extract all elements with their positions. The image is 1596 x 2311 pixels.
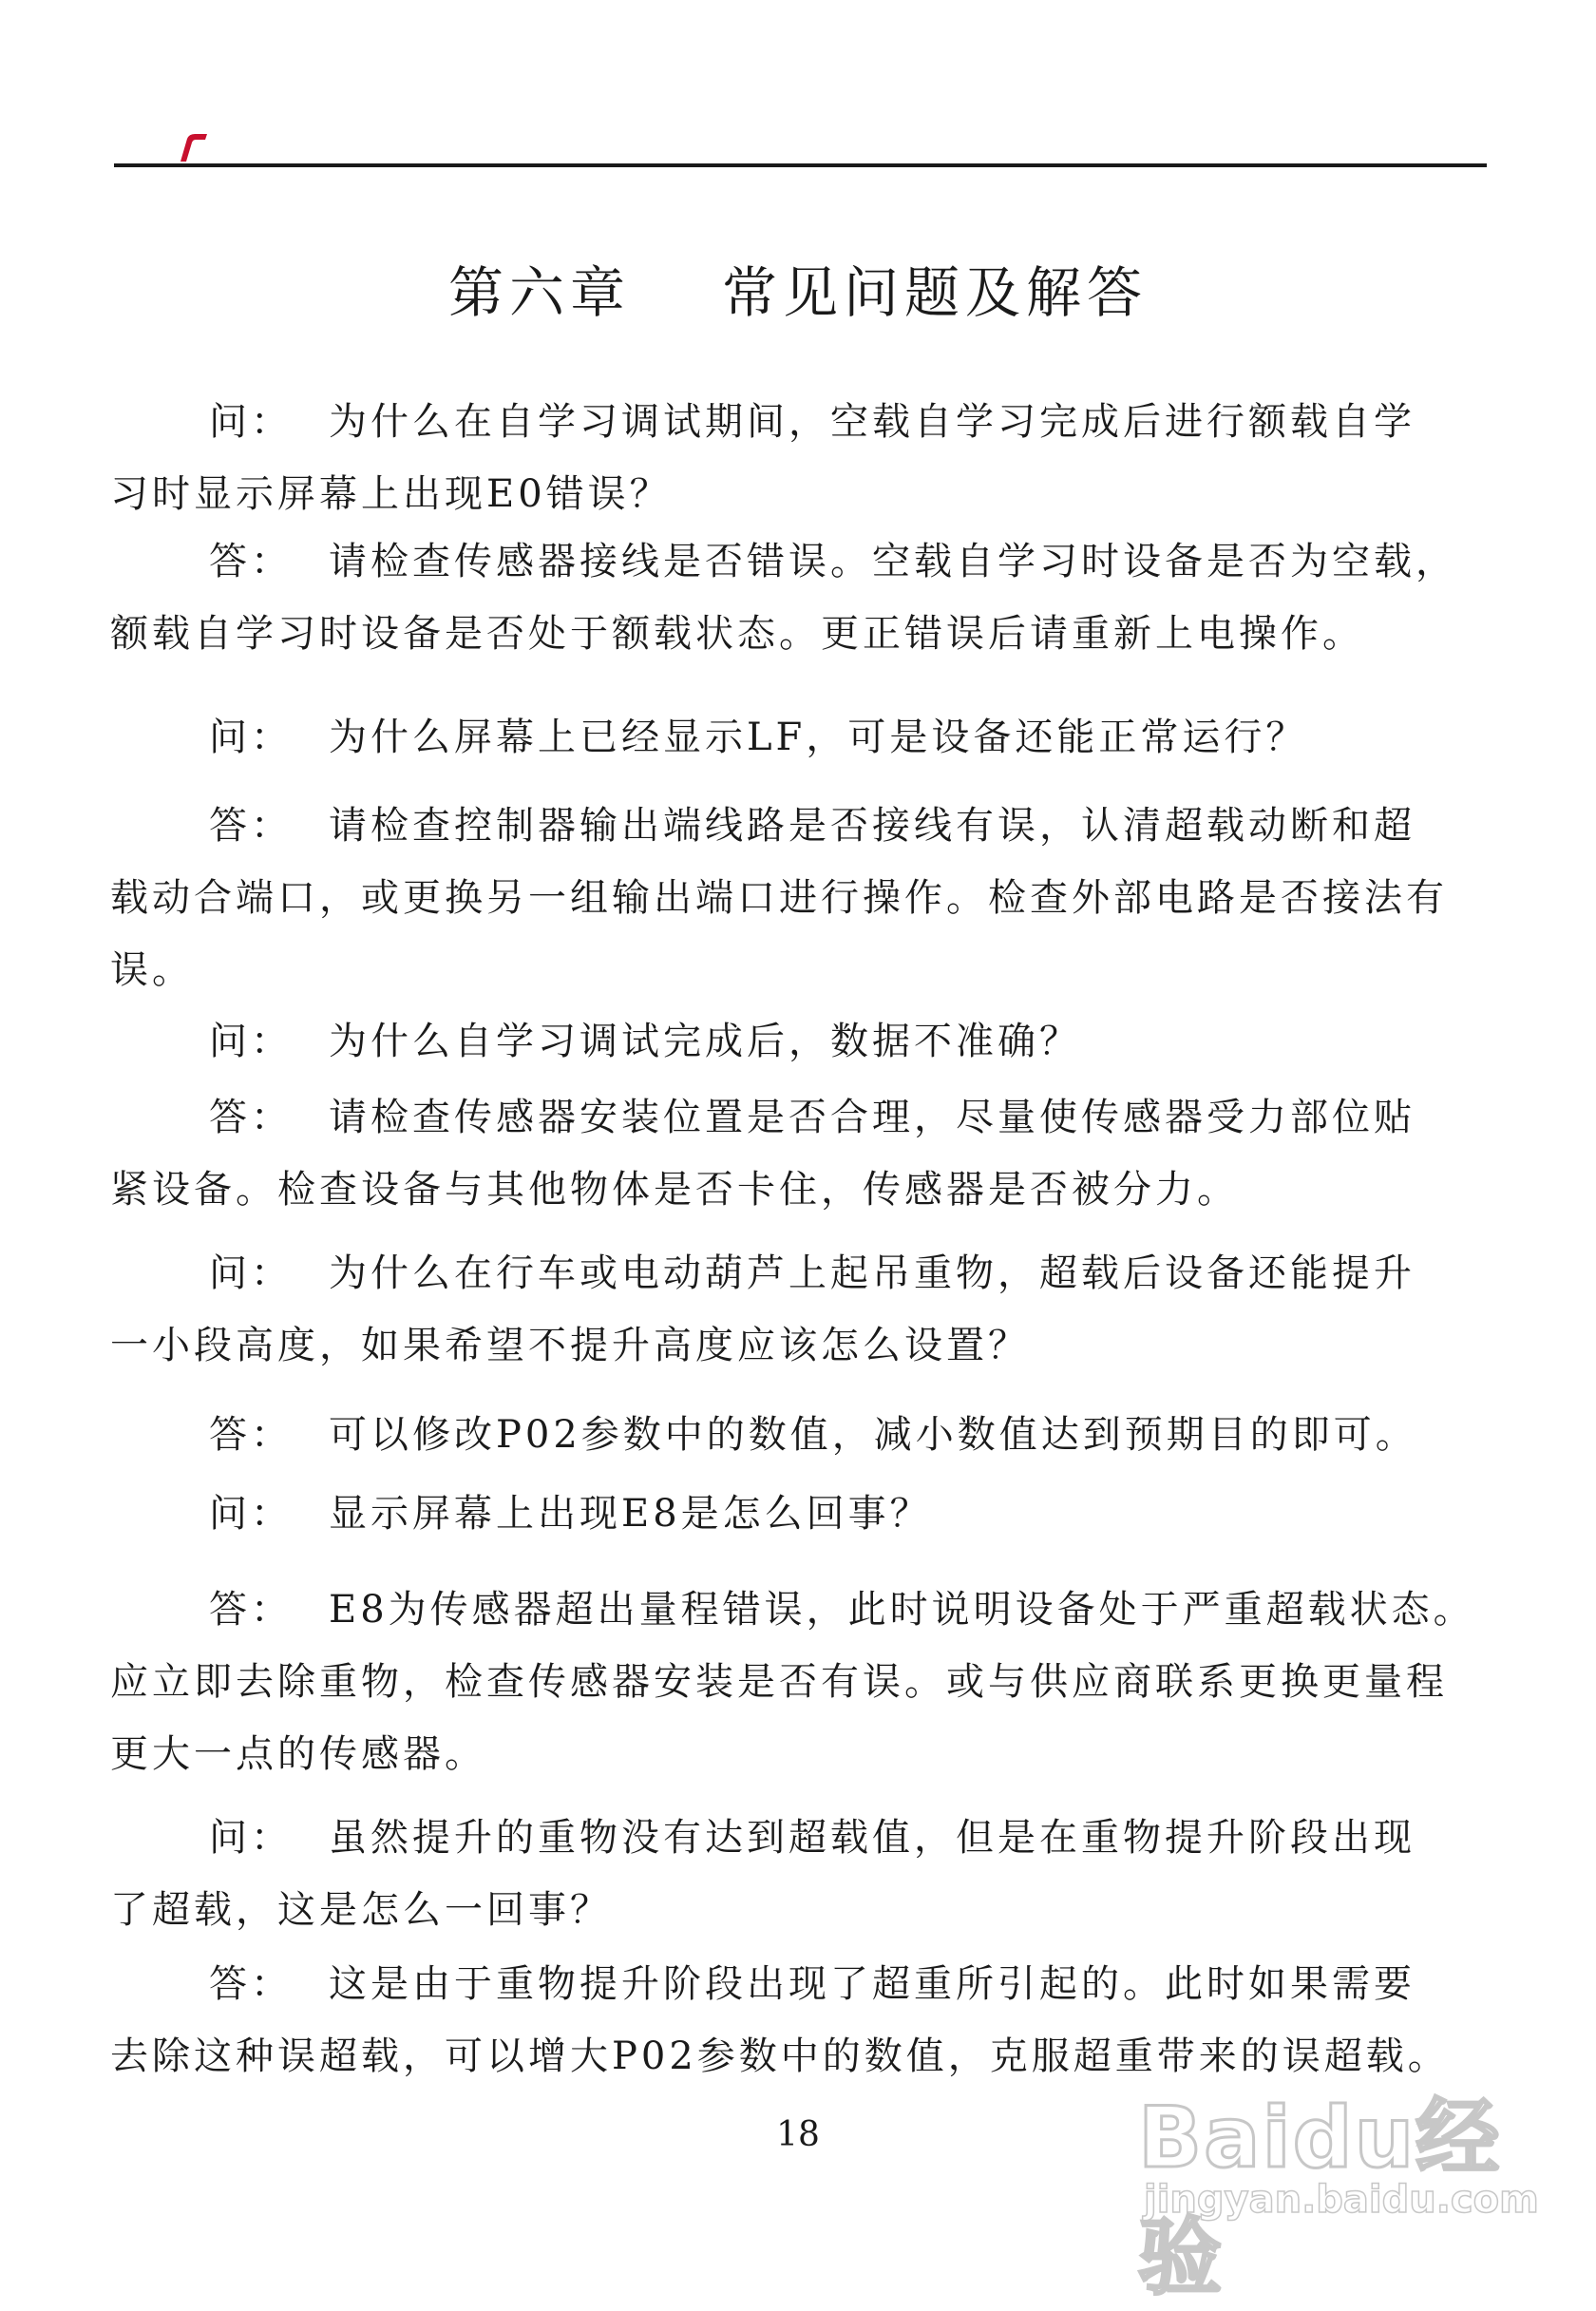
question-text: 为什么屏幕上已经显示LF，可是设备还能正常运行？	[329, 716, 1308, 759]
answer-text: 请检查控制器输出端线路是否接线有误，认清超载动断和超	[329, 804, 1416, 848]
page-number: 18	[776, 2115, 820, 2154]
answer-text-cont: 紧设备。检查设备与其他物体是否卡住，传感器是否被分力。	[110, 1168, 1239, 1212]
answer-label: 答：	[209, 1096, 293, 1139]
answer-text-cont: 额载自学习时设备是否处于额载状态。更正错误后请重新上电操作。	[110, 612, 1364, 656]
question-text-cont: 一小段高度，如果希望不提升高度应该怎么设置？	[110, 1324, 1030, 1367]
answer-label: 答：	[209, 1588, 293, 1632]
answer-5	[110, 1574, 1488, 1790]
question-text-cont: 了超载，这是怎么一回事？	[110, 1888, 612, 1932]
answer-label: 答：	[209, 1962, 293, 2006]
question-3	[110, 1005, 1488, 1078]
chapter-title	[0, 255, 1596, 331]
answer-text-cont: 去除这种误超载，可以增大P02参数中的数值，克服超重带来的误超载。	[110, 2034, 1450, 2078]
question-label: 问：	[209, 716, 293, 759]
answer-text: 请检查传感器安装位置是否合理，尽量使传感器受力部位贴	[329, 1096, 1416, 1139]
chapter-number: 第六章	[447, 260, 631, 325]
question-text: 显示屏幕上出现E8是怎么回事？	[329, 1492, 932, 1536]
question-label: 问：	[209, 400, 293, 444]
chapter-name: 常见问题及解答	[722, 260, 1149, 325]
question-label: 问：	[209, 1020, 293, 1063]
question-6	[110, 1802, 1488, 1946]
question-text-cont: 习时显示屏幕上出现E0错误？	[110, 472, 672, 516]
question-text: 为什么在行车或电动葫芦上起吊重物，超载后设备还能提升	[329, 1251, 1416, 1295]
brand-logo-icon	[177, 133, 209, 162]
question-2	[110, 701, 1488, 774]
header-divider	[114, 163, 1487, 167]
answer-label: 答：	[209, 804, 293, 848]
answer-text: 请检查传感器接线是否错误。空载自学习时设备是否为空载，	[329, 540, 1457, 583]
answer-text: 这是由于重物提升阶段出现了超重所引起的。此时如果需要	[329, 1962, 1416, 2006]
question-label: 问：	[209, 1816, 293, 1860]
question-1	[110, 386, 1488, 530]
answer-3	[110, 1081, 1488, 1226]
question-text: 虽然提升的重物没有达到超载值，但是在重物提升阶段出现	[329, 1816, 1416, 1860]
watermark-url: jingyan.baidu.com	[1144, 2178, 1539, 2222]
question-4	[110, 1237, 1488, 1382]
question-5	[110, 1478, 1488, 1550]
answer-4	[110, 1399, 1488, 1471]
answer-text: E8为传感器超出量程错误，此时说明设备处于严重超载状态。	[329, 1588, 1475, 1632]
answer-text-cont: 应立即去除重物，检查传感器安装是否有误。或与供应商联系更换更量程更大一点的传感器。	[110, 1660, 1448, 1776]
answer-2	[110, 790, 1488, 1006]
answer-text-cont: 载动合端口，或更换另一组输出端口进行操作。检查外部电路是否接法有误。	[110, 876, 1448, 992]
question-text: 为什么自学习调试完成后，数据不准确？	[329, 1020, 1081, 1063]
question-label: 问：	[209, 1251, 293, 1295]
answer-label: 答：	[209, 1413, 293, 1457]
question-label: 问：	[209, 1492, 293, 1536]
answer-1	[110, 525, 1488, 670]
answer-text: 可以修改P02参数中的数值，减小数值达到预期目的即可。	[329, 1413, 1417, 1457]
watermark-brand: Baidu经验	[1138, 2089, 1502, 2306]
question-text: 为什么在自学习调试期间，空载自学习完成后进行额载自学	[329, 400, 1416, 444]
baidu-watermark	[1138, 2072, 1539, 2306]
answer-label: 答：	[209, 540, 293, 583]
